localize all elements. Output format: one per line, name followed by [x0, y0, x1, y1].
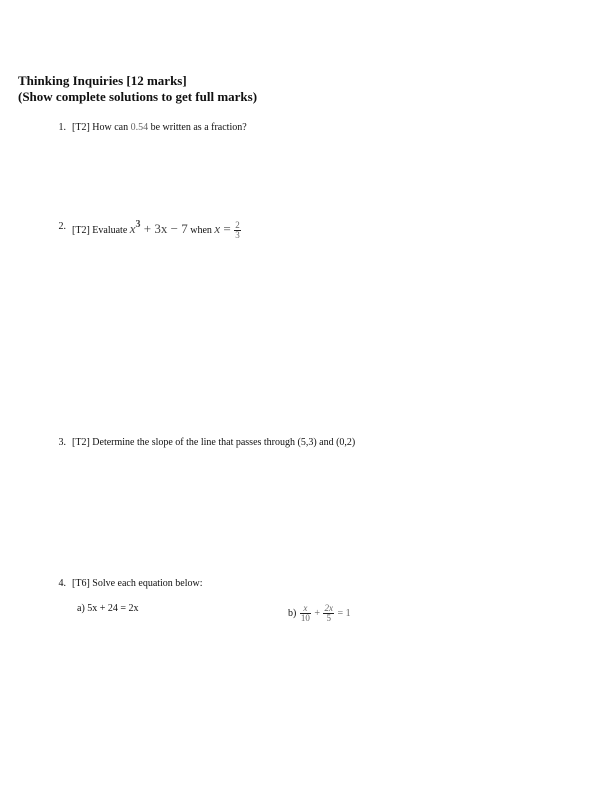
when-text: when	[190, 224, 212, 236]
part-b-label: b)	[288, 607, 297, 619]
fraction-2x-over-5: $\frac{2x}{5}$	[324, 603, 333, 623]
question-tag: [T2]	[72, 224, 90, 236]
question-4-part-a: a) 5x + 24 = 2x	[77, 603, 139, 614]
question-text: Determine the slope of the line that passes through (5,3) and (0,2)	[92, 437, 356, 448]
question-tag: [T2]	[72, 437, 90, 448]
question-tag: [T6]	[72, 578, 90, 589]
question-tag: [T2]	[72, 122, 90, 133]
question-text: Evaluate	[92, 224, 128, 236]
question-3	[52, 437, 452, 451]
question-number: 4.	[58, 578, 66, 589]
x-value-expression: x =	[214, 220, 231, 236]
fraction-two-thirds: $\frac{2}{3}$	[235, 220, 240, 240]
repeating-decimal-value: 0.54	[130, 122, 149, 133]
question-number: 1.	[58, 122, 66, 133]
section-title: Thinking Inquiries [12 marks]	[18, 73, 187, 88]
question-text: Solve each equation below:	[92, 578, 203, 589]
fraction-x-over-10: $\frac{x}{10}$	[300, 603, 310, 623]
question-4-part-b	[288, 604, 351, 623]
section-instructions: (Show complete solutions to get full marks)	[18, 89, 258, 104]
rhs-value: 1	[345, 607, 351, 619]
question-4	[52, 578, 452, 592]
question-text: How can	[92, 122, 129, 133]
plus-sign: +	[314, 607, 320, 619]
equals-sign: =	[337, 607, 344, 619]
section-heading	[18, 73, 257, 105]
question-1	[52, 122, 452, 136]
question-text-end: be written as a fraction?	[150, 122, 247, 133]
question-number: 3.	[58, 437, 66, 448]
question-number: 2.	[58, 221, 66, 232]
polynomial-expression: $x^3 + 3x - 7$	[129, 218, 188, 236]
question-2	[52, 212, 452, 240]
